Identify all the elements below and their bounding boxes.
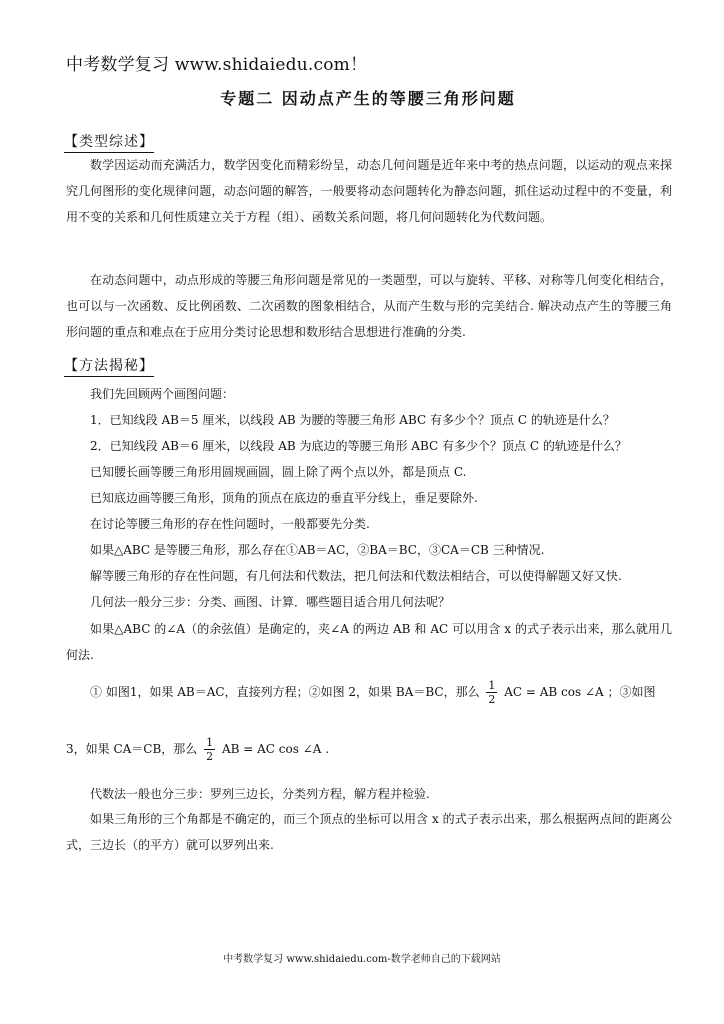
case3-line-text: 3，如果 CA＝CB，那么 [66,742,198,756]
method-line-two-methods: 解等腰三角形的存在性问题，有几何法和代数法，把几何法和代数法相结合，可以使得解题又好又快. [90,569,622,583]
overview-paragraph-1: 数学因运动而充满活力，数学因变化而精彩纷呈，动态几何问题是近年来中考的热点问题，以运动的观点来探究几何图形的变化规律问题，动态问题的解答，一般要将动态问题转化为静态问题，抓住运动过程中的不变量，利用不变的关系和几何性质建立关于方程（组）、函数关系问题，将几何问题转化为代数问题。 [66,158,672,224]
method-case3-line [66,736,686,776]
case-line-formula: AC = AB cos ∠A ；③如图 [504,685,656,699]
method-paragraph-cosine: 如果△ABC 的∠A（的余弦值）是确定的，夹∠A 的两边 AB 和 AC 可以用含 x 的式子表示出来，那么就用几何法. [66,622,672,662]
fraction-one-half: $\frac{1}{2}$ [206,736,214,763]
overview-paragraph-2: 在动态问题中，动点形成的等腰三角形问题是常见的一类题型，可以与旋转、平移、对称等几何变化相结合，也可以与一次函数、反比例函数、二次函数的图象相结合，从而产生数与形的完美结合. 解决动点产生的等腰三角形问题的重点和难点在于应用分类讨论思想和数形结合思想进行准确的分类. [66,273,672,339]
document-title: 专题二 因动点产生的等腰三角形问题 [220,89,516,108]
case-line-text: ① 如图1，如果 AB＝AC，直接列方程；②如图 2，如果 BA＝BC，那么 [90,685,480,699]
method-line-algebraic-steps: 代数法一般也分三步：罗列三边长，分类列方程，解方程并检验. [90,787,430,801]
case3-line-formula: AB = AC cos ∠A . [221,742,330,756]
method-line-geometric-steps: 几何法一般分三步：分类、画图、计算．哪些题目适合用几何法呢？ [90,595,451,609]
section-heading-methods: 【方法揭秘】 [64,358,154,377]
section-heading-overview: 【类型综述】 [64,134,154,153]
method-line-question-1: 1．已知线段 AB＝5 厘米，以线段 AB 为腰的等腰三角形 ABC 有多少个？顶点 C 的轨迹是什么？ [90,413,615,427]
method-paragraph-coordinates: 如果三角形的三个角都是不确定的，而三个顶点的坐标可以用含 x 的式子表示出来，那么根据两点间的距离公式，三边长（的平方）就可以罗列出来. [66,812,672,852]
method-case-line [66,679,710,719]
method-line-answer-1: 已知腰长画等腰三角形用圆规画圆，圆上除了两个点以外，都是顶点 C. [90,465,467,479]
page-header: 中考数学复习 www.shidaiedu.com！ [66,55,368,75]
method-line-question-2: 2．已知线段 AB＝6 厘米，以线段 AB 为底边的等腰三角形 ABC 有多少个？顶点 C 的轨迹是什么？ [90,439,627,453]
method-line-answer-2: 已知底边画等腰三角形，顶角的顶点在底边的垂直平分线上，垂足要除外. [90,491,478,505]
method-line-three-cases: 如果△ABC 是等腰三角形，那么存在①AB＝AC，②BA＝BC，③CA＝CB 三种情况. [90,543,545,557]
page-footer: 中考数学复习 www.shidaiedu.com-数学老师自己的下载网站 [223,954,501,965]
method-line-classify: 在讨论等腰三角形的存在性问题时，一般都要先分类. [90,517,370,531]
fraction-one-half: $\frac{1}{2}$ [488,679,496,706]
method-line-intro: 我们先回顾两个画图问题： [90,387,235,401]
